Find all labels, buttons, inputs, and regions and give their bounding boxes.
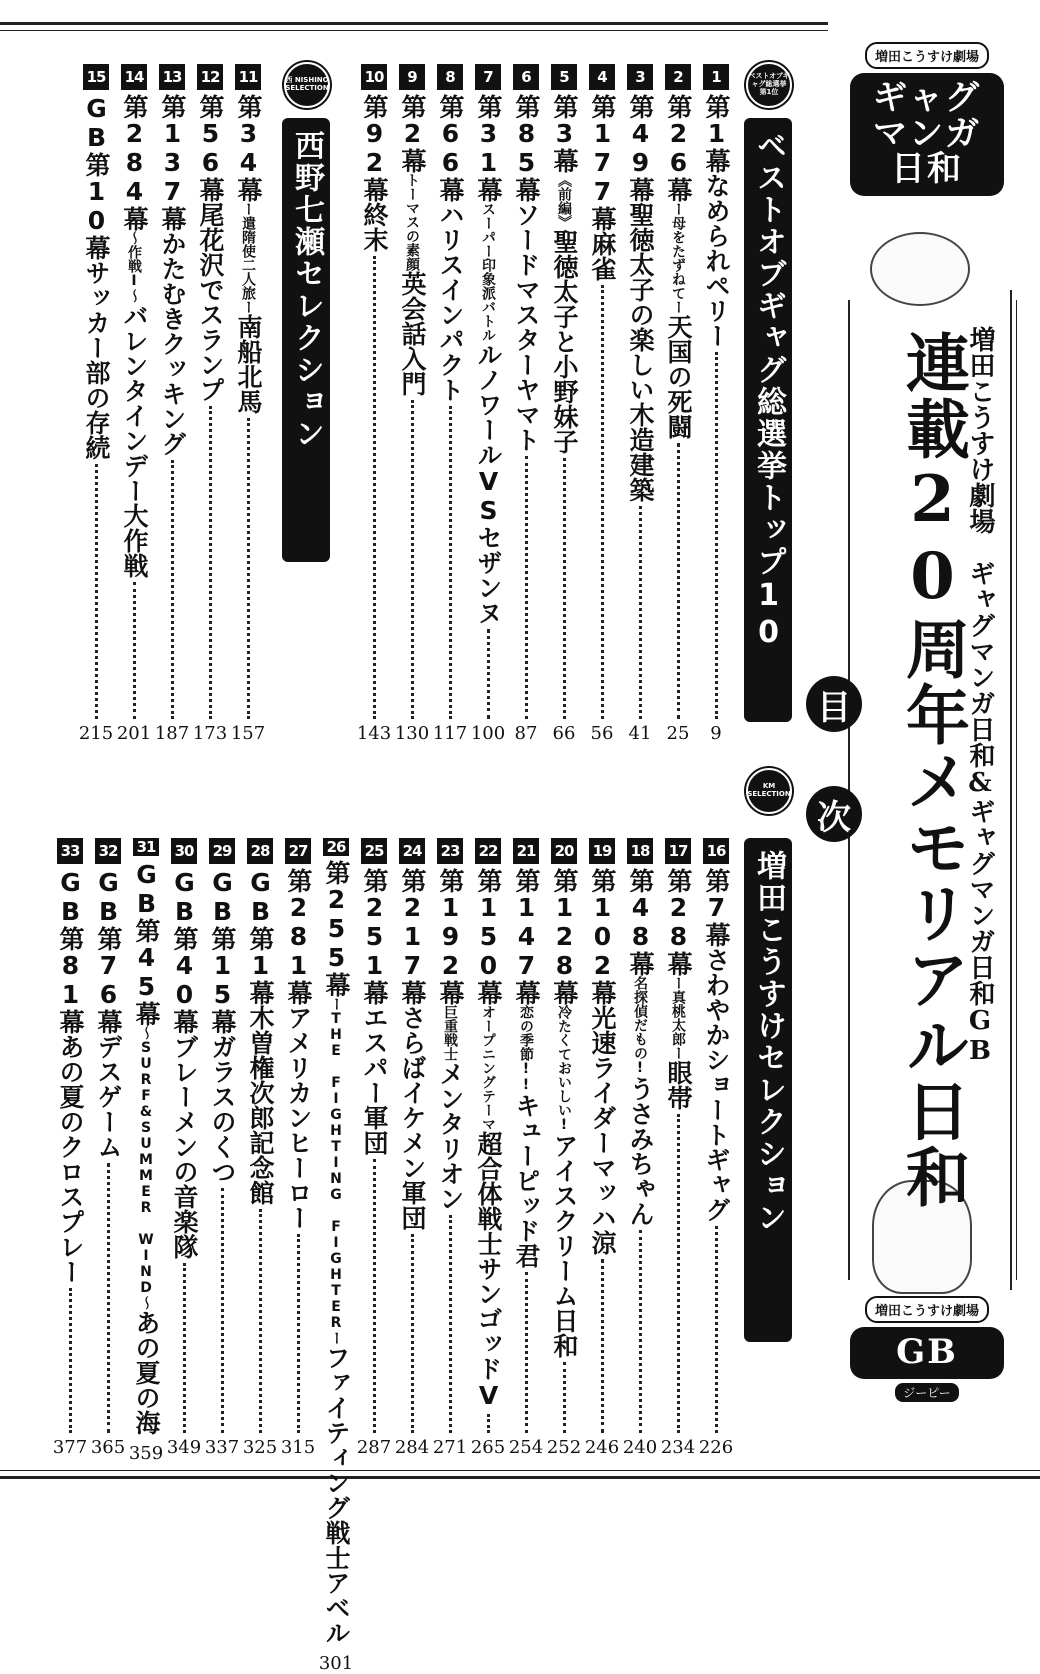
page-number: 359 (128, 1443, 164, 1464)
entry-text (432, 868, 468, 1211)
episode-title: ハリスインパクト (436, 202, 465, 402)
episode-subtitle-pre: 恋の季節!! (518, 1005, 534, 1093)
episode-title: 木曽権次郎記念館 (246, 1005, 275, 1205)
episode-title: ブレーメンの音楽隊 (170, 1034, 199, 1259)
toc-entry (168, 838, 200, 1458)
toc-entry (244, 838, 276, 1458)
frame-right-line-inner (1016, 300, 1017, 1280)
toc-entry (282, 838, 314, 1458)
toc-entry (700, 838, 732, 1458)
episode-title: さわやかショートギャグ (702, 947, 731, 1222)
page-number: 234 (660, 1437, 696, 1458)
page-number: 301 (318, 1653, 354, 1674)
leader-dots (297, 1234, 300, 1433)
episode-title: 聖徳太子の楽しい木造建築 (626, 202, 655, 502)
toc-entry (194, 64, 226, 744)
episode-title: うさみちゃん (626, 1076, 655, 1226)
entry-number: 21 (513, 838, 539, 864)
entry-number: 10 (361, 64, 387, 90)
frame-top-line-inner (0, 30, 828, 31)
toc-entry (662, 64, 694, 744)
section-nishino-selection (282, 118, 330, 562)
entry-number: 18 (627, 838, 653, 864)
toc-entry (92, 838, 124, 1458)
leader-dots (639, 1230, 642, 1433)
page-number: 287 (356, 1437, 392, 1458)
entry-number: 15 (83, 64, 109, 90)
toc-entry (156, 64, 188, 744)
leader-dots (373, 1159, 376, 1433)
episode-label: 第147幕 (512, 868, 541, 1005)
episode-title: ルノワールVSセザンヌ (474, 342, 503, 625)
nishino-selection-badge: 西 NISHINO SELECTION (284, 62, 330, 108)
entry-text (116, 94, 152, 578)
entry-text (90, 868, 126, 1159)
episode-title: あの夏のクロスプレー (56, 1034, 85, 1284)
entry-number: 19 (589, 838, 615, 864)
episode-title: ファイティング戦士アベル (322, 1345, 351, 1645)
leader-dots (487, 629, 490, 719)
section-title: ベストオブギャグ総選挙トップ10 (751, 130, 786, 652)
episode-label: 第34幕 (234, 94, 263, 202)
entry-text (470, 94, 506, 625)
entry-text (622, 868, 658, 1226)
entry-text (394, 94, 430, 396)
entry-number: 23 (437, 838, 463, 864)
episode-title: かたむきクッキング (158, 231, 187, 456)
entry-number: 32 (95, 838, 121, 864)
episode-label: GB第81幕 (56, 868, 85, 1034)
entry-number: 20 (551, 838, 577, 864)
episode-subtitle-pre: 巨重戦士 (442, 1005, 458, 1061)
toc-entry (396, 838, 428, 1458)
episode-label: 第102幕 (588, 868, 617, 1005)
entry-text (508, 868, 544, 1268)
episode-label: GB第10幕 (82, 94, 111, 260)
episode-title: 英会話入門 (398, 271, 427, 396)
entry-text (584, 94, 620, 281)
entry-number: 4 (589, 64, 615, 90)
toc-entry (434, 64, 466, 744)
character-illustration-top (870, 232, 970, 306)
leader-dots (95, 464, 98, 719)
frame-bottom-line (0, 1476, 1040, 1479)
page-number: 377 (52, 1437, 88, 1458)
entry-text (394, 868, 430, 1230)
entry-text (154, 94, 190, 456)
episode-label: 第192幕 (436, 868, 465, 1005)
episode-label: 第284幕 (120, 94, 149, 231)
episode-title: バレンタインデー大作戦 (120, 303, 149, 578)
toc-entry (586, 64, 618, 744)
leader-dots (563, 458, 566, 719)
section-masuda-selection (744, 838, 792, 1342)
entry-number: 17 (665, 838, 691, 864)
episode-subtitle-pre: 《前編》 (556, 173, 572, 229)
toc-entry (548, 838, 580, 1458)
page-number: 41 (628, 723, 652, 744)
episode-title: メンタリオン (436, 1061, 465, 1211)
episode-label: 第26幕 (664, 94, 693, 202)
episode-title: 尾花沢でスランプ (196, 202, 225, 402)
section-title: 増田こうすけセレクション (751, 850, 786, 1234)
entry-text (166, 868, 202, 1259)
entry-number: 12 (197, 64, 223, 90)
entry-number: 16 (703, 838, 729, 864)
gag-manga-biyori-logo (842, 42, 1012, 196)
page-number: 143 (356, 723, 392, 744)
episode-title: エスパー軍団 (360, 1005, 389, 1155)
page-number: 130 (394, 723, 430, 744)
episode-title: 超合体戦士サンゴッドV (474, 1131, 503, 1410)
leader-dots (259, 1209, 262, 1433)
episode-subtitle-pre: ー母をたずねてー (670, 202, 686, 314)
page-number: 240 (622, 1437, 658, 1458)
entry-number: 30 (171, 838, 197, 864)
toc-entry (548, 64, 580, 744)
entry-text (230, 94, 266, 414)
episode-label: 第49幕 (626, 94, 655, 202)
page-number: 87 (514, 723, 538, 744)
entry-number: 22 (475, 838, 501, 864)
logo-name-line: マンガ (873, 113, 981, 154)
entry-text (242, 868, 278, 1205)
leader-dots (221, 1188, 224, 1433)
entry-text (78, 94, 114, 460)
entry-text (356, 94, 392, 252)
episode-label: 第7幕 (702, 868, 731, 947)
episode-label: 第150幕 (474, 868, 503, 1005)
episode-title: 麻雀 (588, 231, 617, 281)
episode-label: 第92幕 (360, 94, 389, 202)
entry-text (192, 94, 228, 402)
episode-title: 聖徳太子と小野妹子 (550, 229, 579, 454)
episode-subtitle-pre: トーマスの素顔 (404, 173, 420, 271)
leader-dots (183, 1263, 186, 1433)
logo-gb-text: GB (896, 1332, 958, 1372)
logo-name-box (850, 1327, 1004, 1379)
toc-entry (472, 838, 504, 1458)
episode-label: 第217幕 (398, 868, 427, 1005)
entry-text (698, 94, 734, 348)
episode-title: 光速ライダーマッハ涼 (588, 1005, 617, 1255)
entry-number: 6 (513, 64, 539, 90)
episode-subtitle-pre: 〜作戦I〜 (126, 231, 142, 303)
episode-label: 第66幕 (436, 94, 465, 202)
page-number: 226 (698, 1437, 734, 1458)
episode-title: 天国の死闘 (664, 314, 693, 439)
episode-label: 第85幕 (512, 94, 541, 202)
page-number: 173 (192, 723, 228, 744)
toc-entry (358, 838, 390, 1458)
leader-dots (525, 1272, 528, 1433)
leader-dots (677, 1114, 680, 1433)
entry-text (584, 868, 620, 1255)
toc-entry (128, 838, 164, 1464)
leader-dots (171, 460, 174, 719)
leader-dots (677, 443, 680, 719)
km-selection-badge: KM SELECTION (746, 768, 792, 814)
logo-name-line: ギャグ (873, 78, 981, 118)
toc-entry (396, 64, 428, 744)
entry-text (318, 860, 354, 1645)
episode-label: GB第40幕 (170, 868, 199, 1034)
page-number: 157 (230, 723, 266, 744)
episode-subtitle-pre: スーパー印象派バトル (480, 202, 496, 342)
page-title: 連載20周年メモリアル日和 (895, 330, 970, 1210)
episode-title: 眼帯 (664, 1060, 693, 1110)
episode-title: なめられペリー (702, 173, 731, 348)
leader-dots (209, 406, 212, 719)
logo-name-box (850, 73, 1004, 196)
episode-title: 終末 (360, 202, 389, 252)
toc-entry (472, 64, 504, 744)
page-number: 56 (590, 723, 614, 744)
episode-subtitle-pre: ー遣隋使二人旅ー (240, 202, 256, 314)
entry-text (356, 868, 392, 1155)
episode-label: 第128幕 (550, 868, 579, 1005)
episode-title: デスゲーム (94, 1034, 123, 1159)
first-place-badge: ベストオブギャグ総選挙 第1位 (746, 62, 792, 108)
episode-label: 第28幕 (664, 868, 693, 976)
episode-title: さらばイケメン軍団 (398, 1005, 427, 1230)
episode-subtitle-pre: 冷たくておいしい! (556, 1005, 572, 1133)
entry-number: 29 (209, 838, 235, 864)
episode-label: 第251幕 (360, 868, 389, 1005)
entry-number: 9 (399, 64, 425, 90)
episode-label: GB第1幕 (246, 868, 275, 1005)
entry-text (204, 868, 240, 1184)
frame-right-line (1010, 290, 1012, 1290)
episode-subtitle-pre: 〜SURF&SUMMER WIND〜 (138, 1026, 154, 1310)
leader-dots (601, 285, 604, 719)
page-number: 349 (166, 1437, 202, 1458)
entry-number: 11 (235, 64, 261, 90)
toc-entry (700, 64, 732, 744)
toc-entry (318, 838, 354, 1674)
episode-label: GB第45幕 (132, 860, 161, 1026)
episode-title: アメリカンヒーロー (284, 1005, 313, 1230)
entry-text (280, 868, 316, 1230)
episode-label: 第56幕 (196, 94, 225, 202)
page-number: 187 (154, 723, 190, 744)
episode-label: GB第76幕 (94, 868, 123, 1034)
page-number: 254 (508, 1437, 544, 1458)
leader-dots (373, 256, 376, 719)
logo-sub: ジーピー (895, 1383, 959, 1402)
leader-dots (69, 1288, 72, 1433)
toc-entry (80, 64, 112, 744)
entry-text (508, 94, 544, 452)
entry-number: 24 (399, 838, 425, 864)
episode-subtitle-pre: オープニングテーマ (480, 1005, 496, 1131)
entry-number: 7 (475, 64, 501, 90)
frame-top-line (0, 22, 828, 25)
page-number: 284 (394, 1437, 430, 1458)
episode-label: 第281幕 (284, 868, 313, 1005)
episode-label: 第48幕 (626, 868, 655, 976)
toc-entry (118, 64, 150, 744)
toc-entry (662, 838, 694, 1458)
logo-tag: 増田こうすけ劇場 (865, 1296, 989, 1323)
section-best-of-gag (744, 118, 792, 722)
entry-number: 3 (627, 64, 653, 90)
entry-number: 26 (323, 838, 349, 856)
leader-dots (525, 456, 528, 719)
entry-text (546, 868, 582, 1358)
episode-title: サッカー部の存続 (82, 260, 111, 460)
page-number: 265 (470, 1437, 506, 1458)
toc-char-ji: 次 (806, 786, 862, 842)
entry-number: 13 (159, 64, 185, 90)
episode-subtitle-pre: ー真桃太郎ー (670, 976, 686, 1060)
episode-label: 第255幕 (322, 860, 351, 997)
entry-number: 14 (121, 64, 147, 90)
entry-number: 33 (57, 838, 83, 864)
entry-text (470, 868, 506, 1410)
page-number: 9 (710, 723, 722, 744)
page-number: 215 (78, 723, 114, 744)
entry-text (660, 94, 696, 439)
leader-dots (715, 352, 718, 719)
toc-entry (510, 64, 542, 744)
page-number: 252 (546, 1437, 582, 1458)
episode-subtitle-pre: ーTHE FIGHTING FIGHTERー (328, 997, 344, 1345)
entry-number: 1 (703, 64, 729, 90)
page-number: 365 (90, 1437, 126, 1458)
toc-entry (624, 64, 656, 744)
episode-label: 第1幕 (702, 94, 731, 173)
episode-label: 第31幕 (474, 94, 503, 202)
leader-dots (247, 418, 250, 719)
episode-label: GB第15幕 (208, 868, 237, 1034)
page-number: 337 (204, 1437, 240, 1458)
toc-entry (624, 838, 656, 1458)
entry-text (52, 868, 88, 1284)
page-number: 25 (666, 723, 690, 744)
page-number: 66 (552, 723, 576, 744)
leader-dots (107, 1163, 110, 1433)
entry-text (622, 94, 658, 502)
episode-label: 第137幕 (158, 94, 187, 231)
toc-entry (232, 64, 264, 744)
episode-label: 第2幕 (398, 94, 427, 173)
toc-entry (54, 838, 86, 1458)
episode-title: 南船北馬 (234, 314, 263, 414)
episode-title: ソードマスターヤマト (512, 202, 541, 452)
episode-title: キューピッド君 (512, 1093, 541, 1268)
page-number: 315 (280, 1437, 316, 1458)
episode-label: 第177幕 (588, 94, 617, 231)
entry-number: 8 (437, 64, 463, 90)
leader-dots (487, 1414, 490, 1433)
episode-subtitle-pre: 名探偵だもの! (632, 976, 648, 1076)
leader-dots (411, 1234, 414, 1433)
entry-number: 27 (285, 838, 311, 864)
page-number: 100 (470, 723, 506, 744)
entry-number: 2 (665, 64, 691, 90)
entry-number: 28 (247, 838, 273, 864)
entry-number: 5 (551, 64, 577, 90)
leader-dots (715, 1226, 718, 1433)
toc-char-moku: 目 (806, 676, 862, 732)
leader-dots (133, 582, 136, 719)
toc-entry (358, 64, 390, 744)
page-number: 246 (584, 1437, 620, 1458)
leader-dots (601, 1259, 604, 1433)
entry-text (432, 94, 468, 402)
toc-entry (434, 838, 466, 1458)
leader-dots (563, 1362, 566, 1433)
entry-number: 31 (133, 838, 159, 856)
entry-text (698, 868, 734, 1222)
page-number: 271 (432, 1437, 468, 1458)
leader-dots (411, 400, 414, 719)
logo-tag: 増田こうすけ劇場 (865, 42, 989, 69)
episode-title: あの夏の海 (132, 1310, 161, 1435)
section-title: 西野七瀬セレクション (289, 130, 324, 450)
frame-bottom-line-inner (0, 1470, 1040, 1471)
entry-text (128, 860, 164, 1435)
logo-name-line: 日和 (891, 149, 963, 190)
page-number: 117 (432, 723, 468, 744)
entry-text (546, 94, 582, 454)
series-line: 増田こうすけ劇場 ギャグマンガ日和&ギャグマンガ日和GB (965, 326, 995, 1066)
episode-title: アイスクリーム日和 (550, 1133, 579, 1358)
entry-text (660, 868, 696, 1110)
entry-number: 25 (361, 838, 387, 864)
page-number: 201 (116, 723, 152, 744)
toc-entry (510, 838, 542, 1458)
episode-title: ガラスのくつ (208, 1034, 237, 1184)
leader-dots (449, 1215, 452, 1433)
toc-entry (586, 838, 618, 1458)
episode-label: 第3幕 (550, 94, 579, 173)
leader-dots (639, 506, 642, 719)
gag-manga-biyori-gb-logo (842, 1296, 1012, 1402)
toc-entry (206, 838, 238, 1458)
page-number: 325 (242, 1437, 278, 1458)
leader-dots (449, 406, 452, 719)
